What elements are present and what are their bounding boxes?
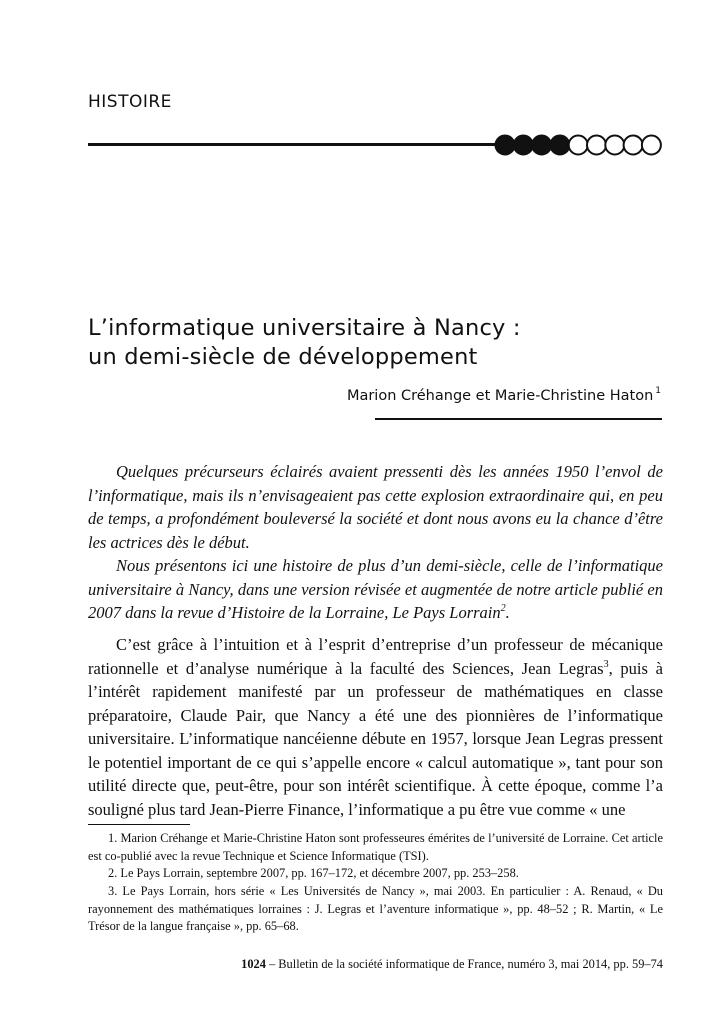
authors-names: Marion Créhange et Marie-Christine Haton xyxy=(346,388,654,404)
footer-citation xyxy=(241,957,663,972)
body-paragraph-1 xyxy=(88,633,663,821)
abstract-paragraph-2-text: Nous présentons ici une histoire de plus d’un demi-siècle, celle de l’informatique universitaire à Nancy, dans une version révisée et augmentée de notre article publié en 2007 dans la revue d’Histoire de la Lorraine, Le Pays Lorrain xyxy=(88,556,663,622)
footnote-2: 2. Le Pays Lorrain, septembre 2007, pp. 167–172, et décembre 2007, pp. 253–258. xyxy=(108,866,519,880)
abstract-paragraph-2-end: . xyxy=(505,603,510,622)
title-line-1: L’informatique universitaire à Nancy : xyxy=(88,315,521,341)
section-label: HISTOIRE xyxy=(88,92,172,112)
progress-dot-empty xyxy=(605,136,624,155)
footnote-rule xyxy=(88,824,190,825)
footer-citation-text: – Bulletin de la société informatique de France, numéro 3, mai 2014, pp. 59–74 xyxy=(265,957,663,971)
progress-dot-empty xyxy=(624,136,643,155)
footnote-ref-2: 2 xyxy=(500,603,506,614)
abstract-paragraph-2 xyxy=(88,554,663,625)
progress-dot-filled xyxy=(550,136,569,155)
abstract-paragraph-1: Quelques précurseurs éclairés avaient pressenti dès les années 1950 l’envol de l’informatique, mais ils n’envisageaient pas cette explosion extraordinaire qui, en peu de temps, a profondément bouleversé la société et dont nous avons eu la chance d’être les actrices dès le début. xyxy=(88,462,663,552)
body-paragraph-1-text-b: , puis à l’intérêt rapidement manifesté par un professeur de mathématiques en classe préparatoire, Claude Pair, que Nancy a été une des pionnières de l’informatique universitaire. L’informatique nancéienne débute en 1957, lorsque Jean Legras pressent le potentiel important de ce qui s’appelle encore « calcul automatique », tant pour son utilité directe que, peut-être, pour son intérêt scientifique. À cette époque, comme l’a souligné plus tard Jean-Pierre Finance, l’informatique a pu être vue comme « une xyxy=(88,658,663,819)
progress-dot-filled xyxy=(514,136,533,155)
progress-dot-empty xyxy=(587,136,606,155)
footnote-1: 1. Marion Créhange et Marie-Christine Haton sont professeures émérites de l’université de Lorraine. Cet article est co-publié avec la revue Technique et Science Informatique (TSI). xyxy=(88,831,663,863)
progress-dot-filled xyxy=(532,136,551,155)
progress-dot-empty xyxy=(569,136,588,155)
article-title xyxy=(88,314,521,372)
progress-dot-empty xyxy=(642,136,661,155)
footer-issue: 1024 xyxy=(241,957,266,971)
author-rule xyxy=(375,418,662,420)
footnote-ref-3: 3 xyxy=(603,658,609,670)
body-paragraph-1-text-a: C’est grâce à l’intuition et à l’esprit d’entreprise d’un professeur de mécanique rationnelle et d’analyse numérique à la faculté des Sciences, Jean Legras xyxy=(88,635,663,678)
title-line-2: un demi-siècle de développement xyxy=(88,344,478,370)
authors-footnote-ref: 1 xyxy=(655,386,661,396)
article-authors xyxy=(347,386,661,404)
header-rule xyxy=(88,143,498,146)
progress-dot-filled xyxy=(496,136,515,155)
progress-dots xyxy=(494,132,662,158)
footnote-3: 3. Le Pays Lorrain, hors série « Les Universités de Nancy », mai 2003. En particulier : A. Renaud, « Du rayonnement des mathématiques lorraines : J. Legras et l’aventure informatique », pp. 48–52 ; R. Martin, « Le Trésor de la langue française », pp. 65–68. xyxy=(88,884,663,934)
